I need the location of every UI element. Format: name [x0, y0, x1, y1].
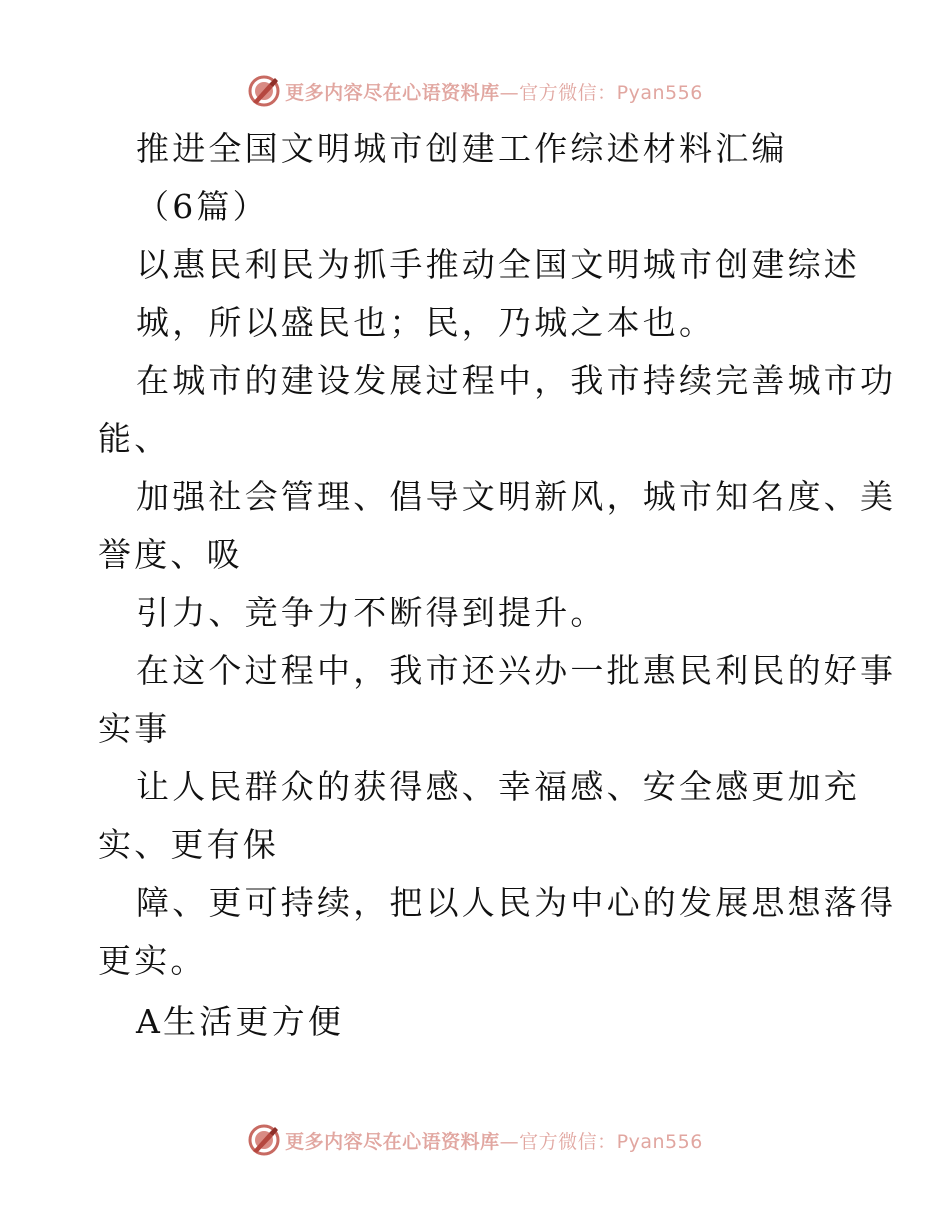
- watermark-text: [285, 78, 703, 105]
- paragraph-line: 加强社会管理、倡导文明新风，城市知名度、美: [136, 477, 897, 516]
- document-subtitle: （6篇）: [136, 187, 269, 226]
- subsection-heading: A生活更方便: [136, 1002, 345, 1041]
- paragraph-line: 在城市的建设发展过程中，我市持续完善城市功: [136, 361, 897, 400]
- paragraph-line: 在这个过程中，我市还兴办一批惠民利民的好事: [136, 651, 897, 690]
- paragraph-line: 能、: [98, 419, 171, 458]
- section-heading: 以惠民利民为抓手推动全国文明城市创建综述: [136, 245, 860, 284]
- pen-circle-logo-icon: [247, 1123, 281, 1157]
- pen-circle-logo-icon: [247, 74, 281, 108]
- paragraph-line: 实事: [98, 709, 171, 748]
- watermark-wechat: 官方微信：Pyan556: [519, 1130, 703, 1153]
- footer-watermark: [0, 1120, 950, 1160]
- paragraph-line: 城，所以盛民也；民，乃城之本也。: [136, 303, 716, 342]
- paragraph-line: 更实。: [98, 941, 207, 980]
- document-title: 推进全国文明城市创建工作综述材料汇编: [136, 129, 788, 168]
- watermark-brand: 更多内容尽在心语资料库: [285, 1130, 500, 1153]
- header-watermark: [0, 71, 950, 111]
- watermark-brand: 更多内容尽在心语资料库: [285, 81, 500, 104]
- watermark-wechat: 官方微信：Pyan556: [519, 81, 703, 104]
- paragraph-line: 实、更有保: [98, 825, 279, 864]
- paragraph-line: 誉度、吸: [98, 535, 243, 574]
- watermark-separator: —: [499, 81, 520, 104]
- watermark-separator: —: [499, 1130, 520, 1153]
- paragraph-line: 障、更可持续，把以人民为中心的发展思想落得: [136, 883, 897, 922]
- paragraph-line: 让人民群众的获得感、幸福感、安全感更加充: [136, 767, 860, 806]
- paragraph-line: 引力、竞争力不断得到提升。: [136, 593, 607, 632]
- watermark-text: [285, 1127, 703, 1154]
